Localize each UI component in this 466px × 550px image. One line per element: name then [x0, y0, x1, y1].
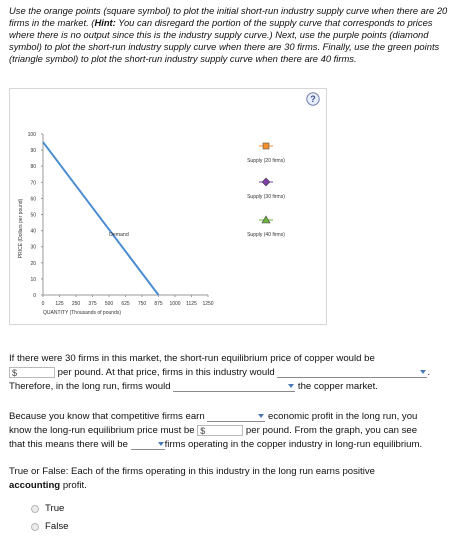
q1-text4: the copper market.	[297, 381, 378, 392]
q3-text1: True or False: Each of the firms operating in this industry in the long run earns positive	[9, 466, 375, 477]
radio-label-false: False	[45, 521, 69, 532]
chart	[9, 88, 327, 325]
y-tick-label: 0	[33, 293, 36, 299]
x-tick-label: 500	[104, 301, 114, 307]
x-tick-label: 875	[154, 301, 163, 307]
q2-firm-count-dropdown[interactable]	[131, 438, 165, 450]
chevron-down-icon	[158, 442, 164, 446]
q1-text3: Therefore, in the long run, firms would	[9, 381, 171, 392]
demand-label: Demand	[109, 232, 129, 239]
x-tick-label: 375	[88, 301, 97, 307]
q2-text5: that this means there will be	[9, 439, 128, 450]
x-axis-label: QUANTITY (Thousands of pounds)	[43, 310, 121, 316]
q2-price-input[interactable]	[197, 425, 243, 436]
q2-text2: economic profit in the long run, you	[268, 411, 418, 422]
question-3	[9, 465, 459, 493]
q2-text1: Because you know that competitive firms earn	[9, 411, 205, 422]
q1-currency: $	[12, 367, 18, 378]
q1-price-input[interactable]	[9, 367, 55, 378]
y-tick-label: 100	[27, 132, 36, 138]
radio-button[interactable]	[31, 523, 39, 531]
svg-text:?: ?	[310, 94, 316, 105]
y-tick-label: 40	[30, 228, 36, 235]
q2-line3	[9, 438, 461, 452]
q2-text3: know the long-run equilibrium price must be	[9, 425, 195, 436]
legend-label: Supply (30 firms)	[247, 194, 285, 200]
q1-line3	[9, 380, 459, 394]
y-tick-label: 90	[30, 148, 36, 155]
legend-diamond-marker	[262, 178, 270, 186]
q1-end-period: .	[427, 367, 431, 378]
q1-firm-action-dropdown[interactable]	[277, 366, 427, 378]
question-2	[9, 410, 461, 452]
x-tick-label: 625	[121, 301, 130, 307]
x-tick-label: 125	[55, 301, 64, 307]
radio-option-true[interactable]	[31, 503, 64, 514]
demand-line	[43, 142, 159, 295]
q1-line2	[9, 366, 459, 380]
q3-line2	[9, 479, 459, 493]
x-tick-label: 1250	[202, 301, 214, 307]
legend-square-marker	[263, 143, 269, 149]
radio-button[interactable]	[31, 505, 39, 513]
q1-text1: If there were 30 firms in this market, the short-run equilibrium price of copper would be	[9, 353, 375, 364]
y-axis-label: PRICE (Dollars per pound)	[18, 198, 24, 259]
y-tick-label: 50	[30, 212, 36, 219]
x-tick-label: 1125	[186, 301, 197, 307]
q3-bold: accounting	[9, 480, 61, 491]
hint-label: Hint:	[94, 17, 116, 28]
x-tick-label: 250	[71, 301, 81, 307]
question-1	[9, 352, 459, 394]
q2-currency: $	[200, 425, 206, 436]
q2-line2	[9, 424, 461, 438]
radio-label-true: True	[45, 503, 65, 514]
chevron-down-icon	[258, 414, 264, 418]
q2-line1	[9, 410, 461, 424]
q3-text2: profit.	[60, 480, 87, 491]
y-tick-label: 10	[30, 276, 36, 283]
y-tick-label: 30	[30, 244, 36, 251]
x-tick-label: 0	[41, 301, 45, 307]
legend-label: Supply (40 firms)	[247, 232, 285, 238]
y-tick-label: 80	[30, 164, 36, 171]
chevron-down-icon	[420, 370, 426, 374]
y-tick-label: 20	[30, 260, 36, 267]
instructions-part1: Use the orange points (square symbol) to plot the initial short-run industry supply curve when there are 20 firms in the market. (	[9, 5, 448, 28]
q1-text2: per pound. At that price, firms in this industry would	[55, 367, 275, 378]
q1-longrun-dropdown[interactable]	[173, 380, 295, 392]
q3-line1	[9, 465, 459, 479]
instructions-part2: You can disregard the portion of the supply curve that corresponds to prices where there is no output since this is the industry supply curve.) Next, use the purple points (diamond symbol) to plot the short-run industry supply curve when there are 30 firms. Finally, use the green points (triangle symbol) to plot the short-run industry supply curve when there are 40 firms.	[9, 17, 440, 64]
q2-text4: per pound. From the graph, you can see	[243, 425, 418, 436]
chevron-down-icon	[288, 384, 294, 388]
y-tick-label: 70	[30, 180, 36, 187]
q1-line1	[9, 352, 459, 366]
q2-profit-dropdown[interactable]	[207, 410, 265, 422]
radio-option-false[interactable]	[31, 521, 68, 532]
q2-text6: firms operating in the copper industry in long-run equilibrium.	[164, 439, 423, 450]
legend-label: Supply (20 firms)	[247, 158, 285, 164]
instructions	[9, 5, 459, 65]
x-tick-label: 1000	[169, 301, 181, 307]
y-tick-label: 60	[30, 196, 36, 203]
x-tick-label: 750	[137, 301, 147, 307]
